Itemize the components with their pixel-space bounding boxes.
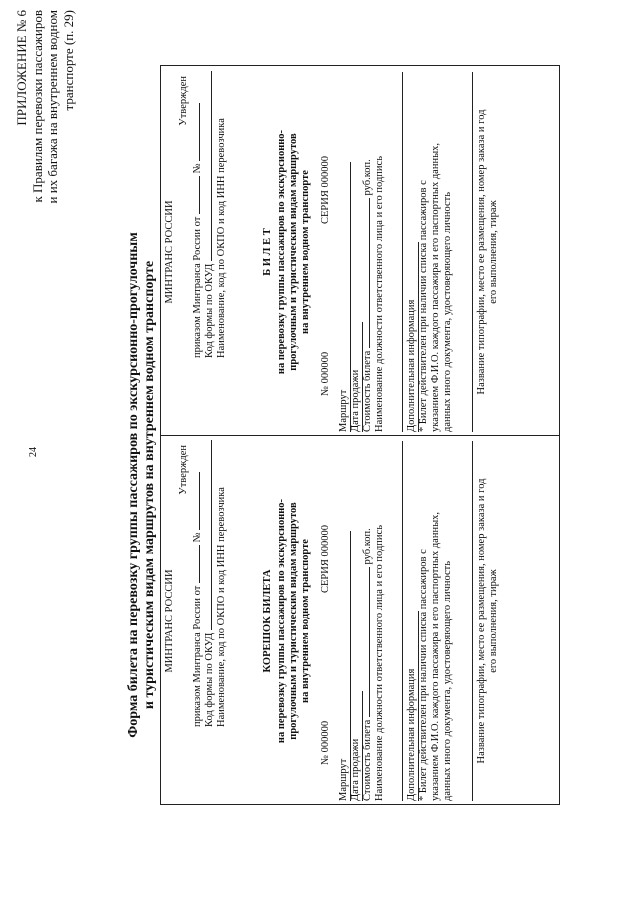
stub-divider [160,435,560,436]
ticket-separator [402,72,403,432]
stub-series: СЕРИЯ 000000 [320,525,331,593]
appendix-title: ПРИЛОЖЕНИЕ № 6 [14,10,29,126]
ticket-heading: Б И Л Е Т [262,228,273,276]
appendix-line: к Правилам перевозки пассажиров [29,10,45,203]
stub-route: Маршрут [338,758,349,801]
stub-order-line [192,441,205,727]
ticket-ministry: МИНТРАНС РОССИИ [164,200,175,304]
page-number: 24 [28,447,39,457]
stub-printer: его выполнения, тираж [488,569,499,673]
stub-extra-info: Дополнительная информация [406,668,417,801]
stub-ministry: МИНТРАНС РОССИИ [164,569,175,673]
appendix-line: транспорте (п. 29) [60,10,76,111]
cost-blank [369,198,370,348]
ticket-order-line [192,72,205,358]
appendix-line: и их багажа на внутреннем водном [45,10,60,204]
appendix-header [14,10,76,350]
ticket-approved: Утвержден [178,76,189,126]
order-number-blank [199,103,200,161]
ticket-official: Наименование должности ответственного лица и его подпись [374,156,385,432]
stub-okud: Код формы по ОКУД [204,632,215,727]
form-title-line: Форма билета на перевозку группы пассажиров по экскурсионно-прогулочным [126,232,141,738]
ticket-okud: Код формы по ОКУД [204,263,215,358]
ticket-subtitle: на перевозку группы пассажиров по экскурсионно- [276,129,287,375]
ticket-cost: Стоимость билета [362,350,373,432]
ticket-cost-line [362,72,375,432]
stub-heading: КОРЕШОК БИЛЕТА [262,569,273,673]
order-date-blank [199,545,200,583]
stub-printer: Название типографии, место ее размещения, номер заказа и год [476,478,487,764]
stub-order: приказом Минтранса России от [192,585,203,727]
ticket-number: № 000000 [320,351,331,396]
cost-blank [369,567,370,717]
ticket-subtitle: на внутреннем водном транспорте [300,170,311,334]
stub-carrier: Наименование, код по ОКПО и код ИНН перевозчика [216,487,227,727]
stub-currency: руб.коп. [362,528,373,565]
stub-note: данных иного документа, удостоверяющего личность [442,560,453,801]
ticket-separator [472,72,473,432]
stub-separator [402,441,403,801]
ticket-subtitle: прогулочным и туристическим видам маршрутов [288,133,299,371]
ticket-main [162,72,556,432]
ticket-note: * Билет действителен при наличии списка пассажиров с [418,180,429,432]
ticket-series: СЕРИЯ 000000 [320,156,331,224]
stub-official: Наименование должности ответственного лица и его подпись [374,525,385,801]
ticket-note: данных иного документа, удостоверяющего личность [442,191,453,432]
order-number-blank [199,472,200,530]
order-date-blank [199,176,200,214]
ticket-extra-info: Дополнительная информация [406,299,417,432]
ticket-route: Маршрут [338,389,349,432]
stub-number: № 000000 [320,720,331,765]
ticket-sale-date: Дата продажи [350,369,361,432]
stub-subtitle: прогулочным и туристическим видам маршрутов [288,502,299,740]
ticket-okud-line [204,72,217,358]
stub-approved: Утвержден [178,445,189,495]
stub-cost: Стоимость билета [362,719,373,801]
ticket-currency: руб.коп. [362,159,373,196]
ticket-stub [162,441,556,801]
stub-note: указанием Ф.И.О. каждого пассажира и его паспортных данных, [430,511,441,801]
stub-subtitle: на внутреннем водном транспорте [300,539,311,703]
form-title-line: и туристическим видам маршрутов на внутреннем водном транспорте [142,260,157,710]
stub-okud-line [204,441,217,727]
stub-separator [472,441,473,801]
ticket-order: приказом Минтранса России от [192,216,203,358]
ticket-note: указанием Ф.И.О. каждого пассажира и его паспортных данных, [430,142,441,432]
stub-note: * Билет действителен при наличии списка пассажиров с [418,549,429,801]
ticket-number-sign: № [192,163,203,174]
ticket-carrier: Наименование, код по ОКПО и код ИНН перевозчика [216,118,227,358]
stub-subtitle: на перевозку группы пассажиров по экскурсионно- [276,498,287,744]
ticket-printer: его выполнения, тираж [488,200,499,304]
form-title [126,135,158,835]
okud-blank [211,71,212,261]
ticket-printer: Название типографии, место ее размещения, номер заказа и год [476,109,487,395]
stub-cost-line [362,441,375,801]
stub-number-sign: № [192,532,203,543]
stub-sale-date: Дата продажи [350,738,361,801]
okud-blank [211,440,212,630]
